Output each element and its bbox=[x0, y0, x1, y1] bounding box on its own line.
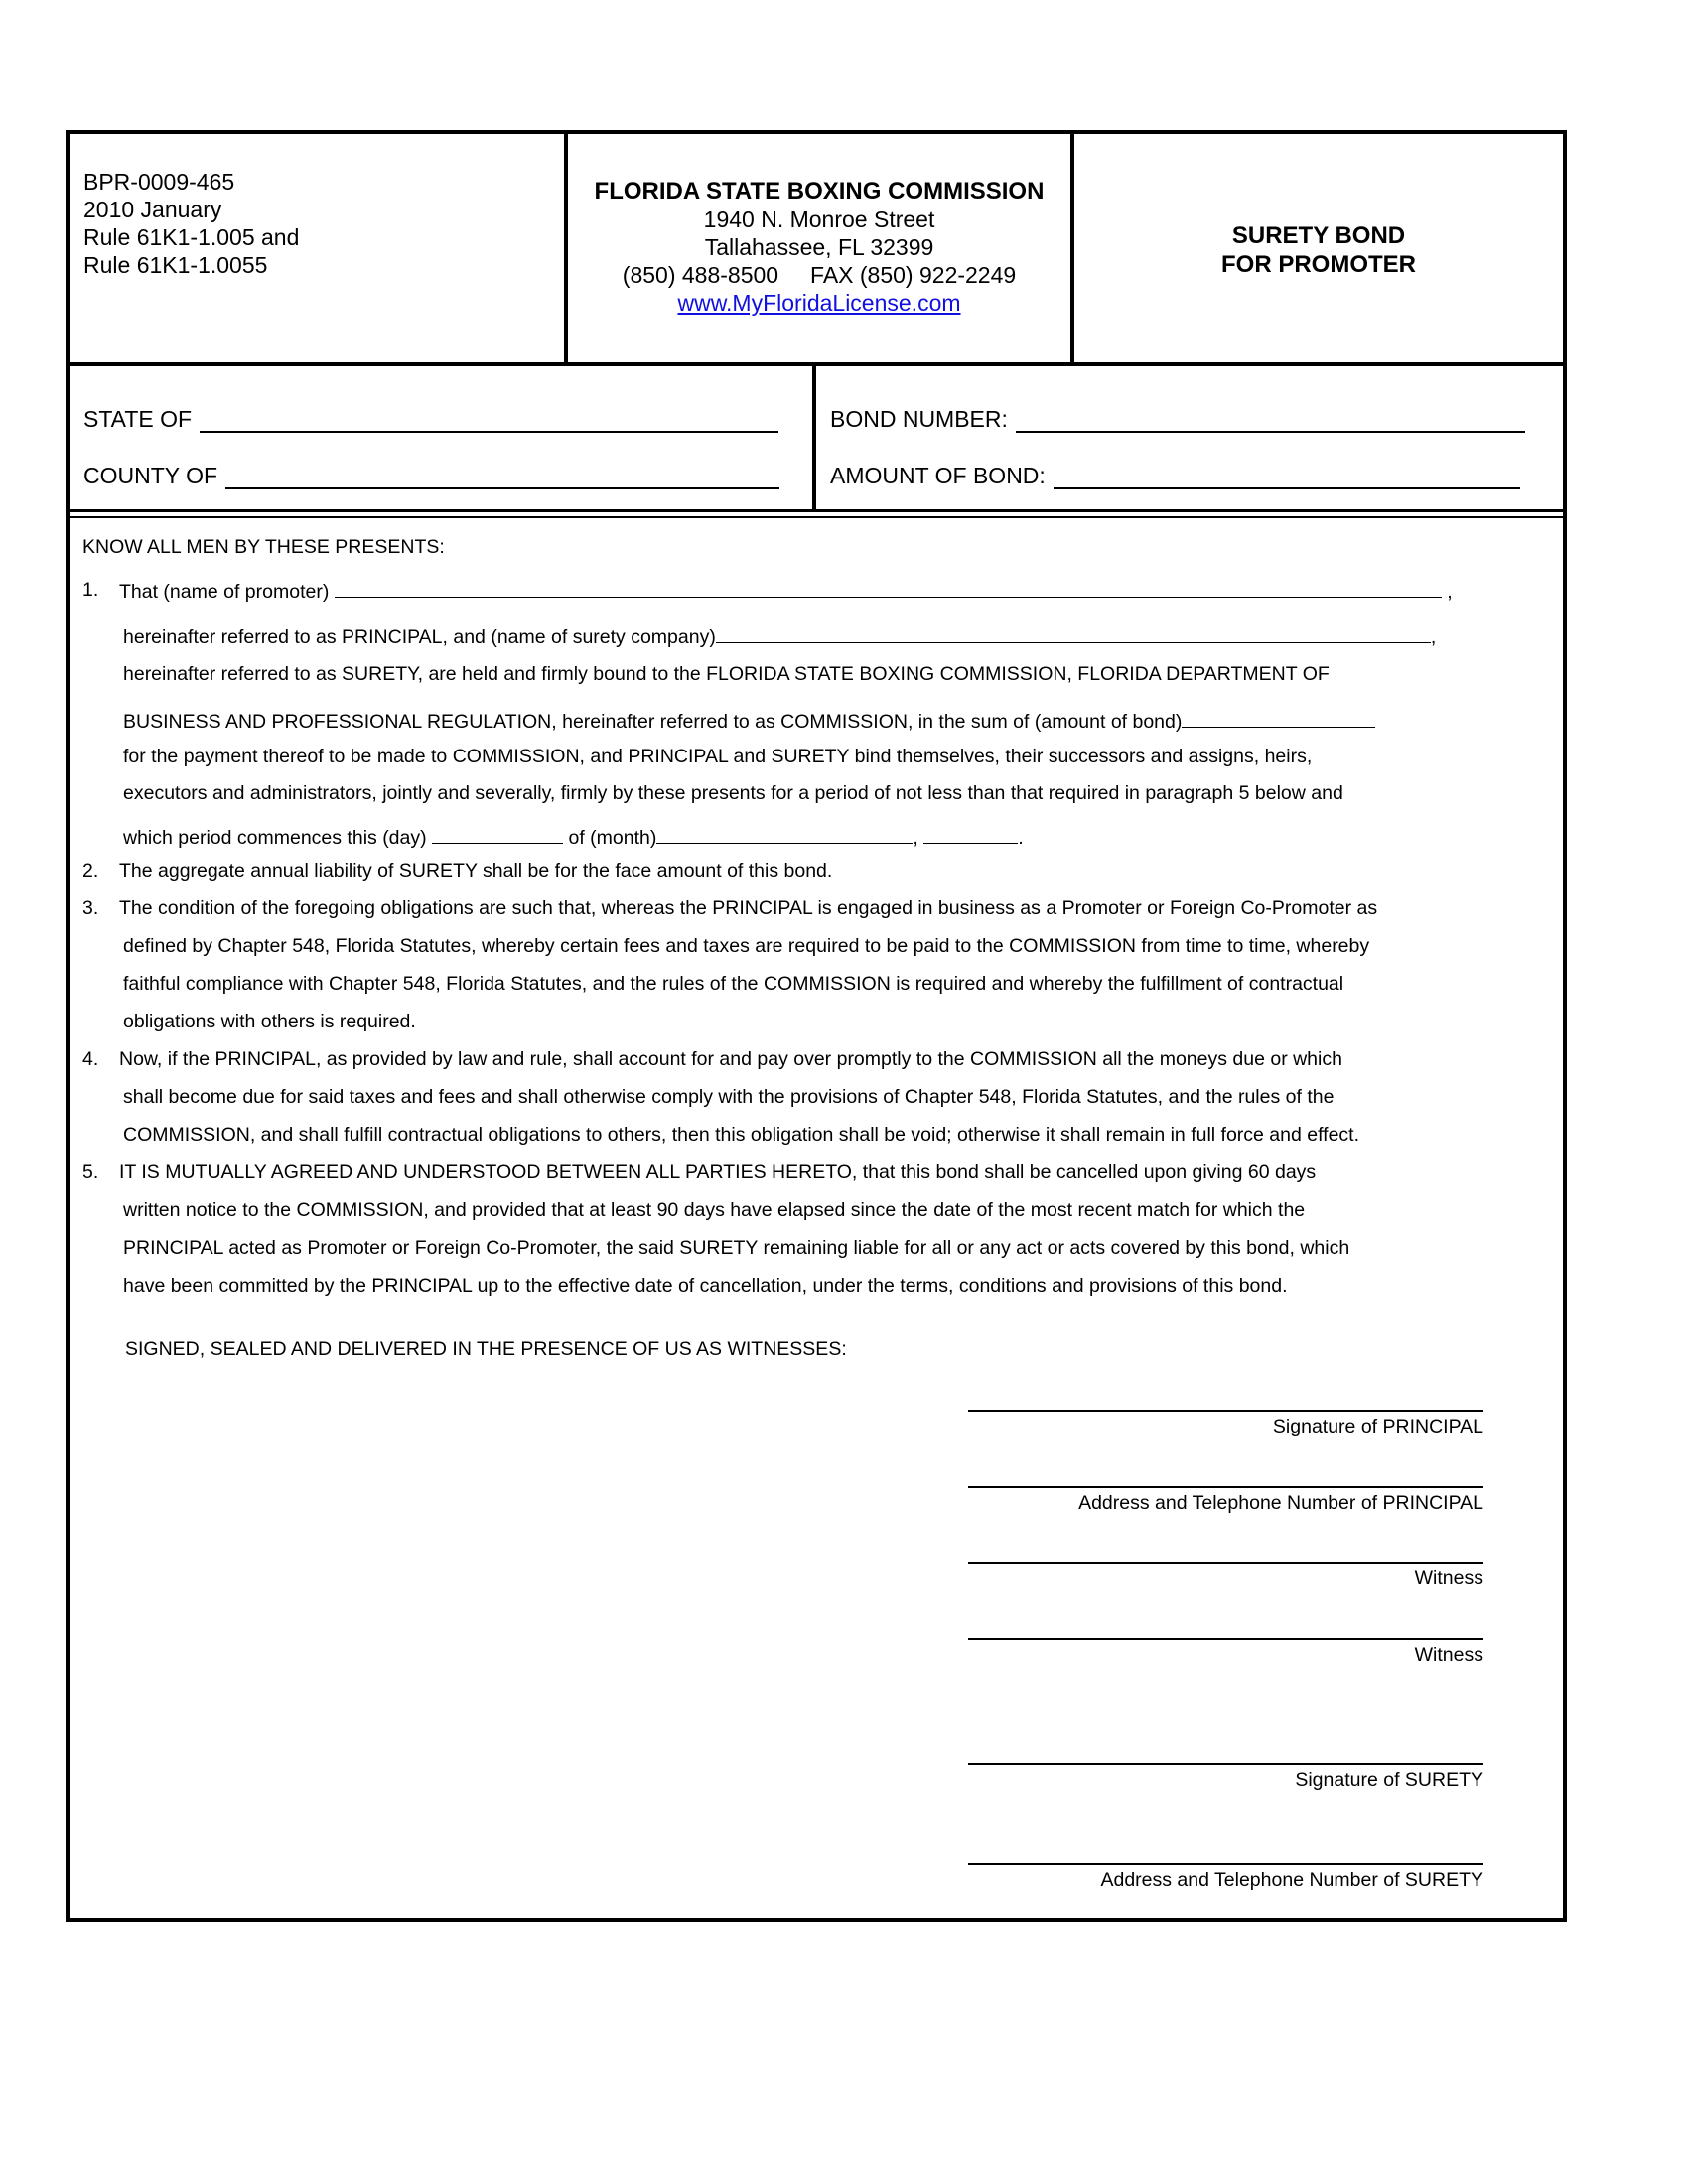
surety-company-field[interactable] bbox=[716, 624, 1431, 643]
para-5-line-1: IT IS MUTUALLY AGREED AND UNDERSTOOD BETWEEN ALL PARTIES HERETO, that this bond shall be cancelled upon giving 60 days bbox=[119, 1161, 1317, 1183]
para-1-line-4 bbox=[123, 709, 1375, 734]
para-2-text: The aggregate annual liability of SURETY shall be for the face amount of this bond. bbox=[119, 860, 833, 882]
amount-of-bond-label: AMOUNT OF BOND: bbox=[830, 463, 1046, 488]
principal-address-line[interactable] bbox=[968, 1486, 1483, 1488]
principal-signature-line[interactable] bbox=[968, 1410, 1483, 1412]
promoter-name-label: That (name of promoter) bbox=[119, 581, 330, 603]
day-field[interactable] bbox=[432, 825, 563, 844]
year-field[interactable] bbox=[923, 825, 1018, 844]
para-1-line-3: hereinafter referred to as SURETY, are held and firmly bound to the FLORIDA STATE BOXING COMMISSION, FLORIDA DEPARTMENT OF bbox=[123, 663, 1330, 685]
promoter-name-field[interactable] bbox=[335, 579, 1442, 598]
para-1-line-5: for the payment thereof to be made to COMMISSION, and PRINCIPAL and SURETY bind themselves, their successors and assigns, heirs, bbox=[123, 746, 1313, 767]
para-3-line-1: The condition of the foregoing obligations are such that, whereas the PRINCIPAL is engaged in business as a Promoter or Foreign Co-Promoter as bbox=[119, 897, 1378, 919]
para-4-number: 4. bbox=[82, 1048, 99, 1070]
form-rule-2: Rule 61K1-1.0055 bbox=[83, 252, 268, 278]
para-5-line-2: written notice to the COMMISSION, and provided that at least 90 days have elapsed since the date of the most recent match for which the bbox=[123, 1199, 1306, 1221]
para-1-line-1 bbox=[119, 579, 1453, 604]
agency-street: 1940 N. Monroe Street bbox=[703, 206, 935, 232]
para-1-line-7: which period commences this (day) of (month) , . bbox=[123, 827, 1024, 849]
bond-amount-label: BUSINESS AND PROFESSIONAL REGULATION, hereinafter referred to as COMMISSION, in the sum of (amount of bond) bbox=[123, 711, 1183, 733]
agency-city: Tallahassee, FL 32399 bbox=[704, 234, 934, 260]
principal-signature-label: Signature of PRINCIPAL bbox=[1272, 1416, 1483, 1437]
para-5-number: 5. bbox=[82, 1161, 99, 1183]
surety-address-line[interactable] bbox=[968, 1863, 1483, 1865]
form-date: 2010 January bbox=[83, 197, 222, 222]
intro-heading: KNOW ALL MEN BY THESE PRESENTS: bbox=[82, 536, 445, 558]
witness-2-label: Witness bbox=[1414, 1644, 1483, 1666]
para-4-line-3: COMMISSION, and shall fulfill contractual obligations to others, then this obligation shall be void; otherwise it shall remain in full force and effect. bbox=[123, 1124, 1360, 1146]
para-2-number: 2. bbox=[82, 860, 99, 882]
form-title-line-2: FOR PROMOTER bbox=[1221, 251, 1416, 278]
para-5-line-3: PRINCIPAL acted as Promoter or Foreign Co-Promoter, the said SURETY remaining liable for all or any act or acts covered by this bond, which bbox=[123, 1237, 1350, 1259]
witness-1-line[interactable] bbox=[968, 1562, 1483, 1564]
para-3-line-3: faithful compliance with Chapter 548, Florida Statutes, and the rules of the COMMISSION is required and whereby the fulfillment of contractual bbox=[123, 973, 1344, 995]
day-label: which period commences this (day) bbox=[123, 827, 427, 849]
comma: , bbox=[1447, 581, 1453, 603]
para-4-line-1: Now, if the PRINCIPAL, as provided by law and rule, shall account for and pay over promptly to the COMMISSION all the moneys due or which bbox=[119, 1048, 1342, 1070]
agency-phone: (850) 488-8500 bbox=[622, 262, 779, 288]
surety-signature-line[interactable] bbox=[968, 1763, 1483, 1765]
para-3-line-4: obligations with others is required. bbox=[123, 1011, 416, 1032]
para-3-number: 3. bbox=[82, 897, 99, 919]
para-1-line-2: hereinafter referred to as PRINCIPAL, and (name of surety company) , bbox=[123, 626, 1437, 648]
agency-name: FLORIDA STATE BOXING COMMISSION bbox=[594, 178, 1045, 205]
bond-amount-field[interactable] bbox=[1182, 709, 1375, 728]
witness-1-label: Witness bbox=[1414, 1568, 1483, 1589]
agency-website-link[interactable]: www.MyFloridaLicense.com bbox=[677, 290, 961, 316]
form-id: BPR-0009-465 bbox=[83, 169, 235, 195]
month-label: of (month) bbox=[568, 827, 657, 849]
principal-address-label: Address and Telephone Number of PRINCIPAL bbox=[1078, 1492, 1483, 1514]
witness-intro: SIGNED, SEALED AND DELIVERED IN THE PRESENCE OF US AS WITNESSES: bbox=[125, 1338, 847, 1360]
form-rule-1: Rule 61K1-1.005 and bbox=[83, 224, 300, 250]
para-3-line-2: defined by Chapter 548, Florida Statutes, whereby certain fees and taxes are required to be paid to the COMMISSION from time to time, whereby bbox=[123, 935, 1370, 957]
state-of-label: STATE OF bbox=[83, 406, 193, 432]
witness-2-line[interactable] bbox=[968, 1638, 1483, 1640]
form-title-line-1: SURETY BOND bbox=[1231, 222, 1406, 249]
para-5-line-4: have been committed by the PRINCIPAL up to the effective date of cancellation, under the terms, conditions and provisions of this bond. bbox=[123, 1275, 1288, 1297]
para-1-line-6: executors and administrators, jointly and severally, firmly by these presents for a period of not less than that required in paragraph 5 below and bbox=[123, 782, 1343, 804]
bond-number-label: BOND NUMBER: bbox=[830, 406, 1008, 432]
month-field[interactable] bbox=[656, 825, 913, 844]
para-1-number: 1. bbox=[82, 579, 99, 601]
surety-company-label: hereinafter referred to as PRINCIPAL, and (name of surety company) bbox=[123, 626, 716, 648]
county-of-label: COUNTY OF bbox=[83, 463, 218, 488]
agency-fax: FAX (850) 922-2249 bbox=[810, 262, 1017, 288]
surety-address-label: Address and Telephone Number of SURETY bbox=[1100, 1869, 1483, 1891]
para-4-line-2: shall become due for said taxes and fees and shall otherwise comply with the provisions of Chapter 548, Florida Statutes, and the rules of the bbox=[123, 1086, 1335, 1108]
surety-signature-label: Signature of SURETY bbox=[1295, 1769, 1483, 1791]
